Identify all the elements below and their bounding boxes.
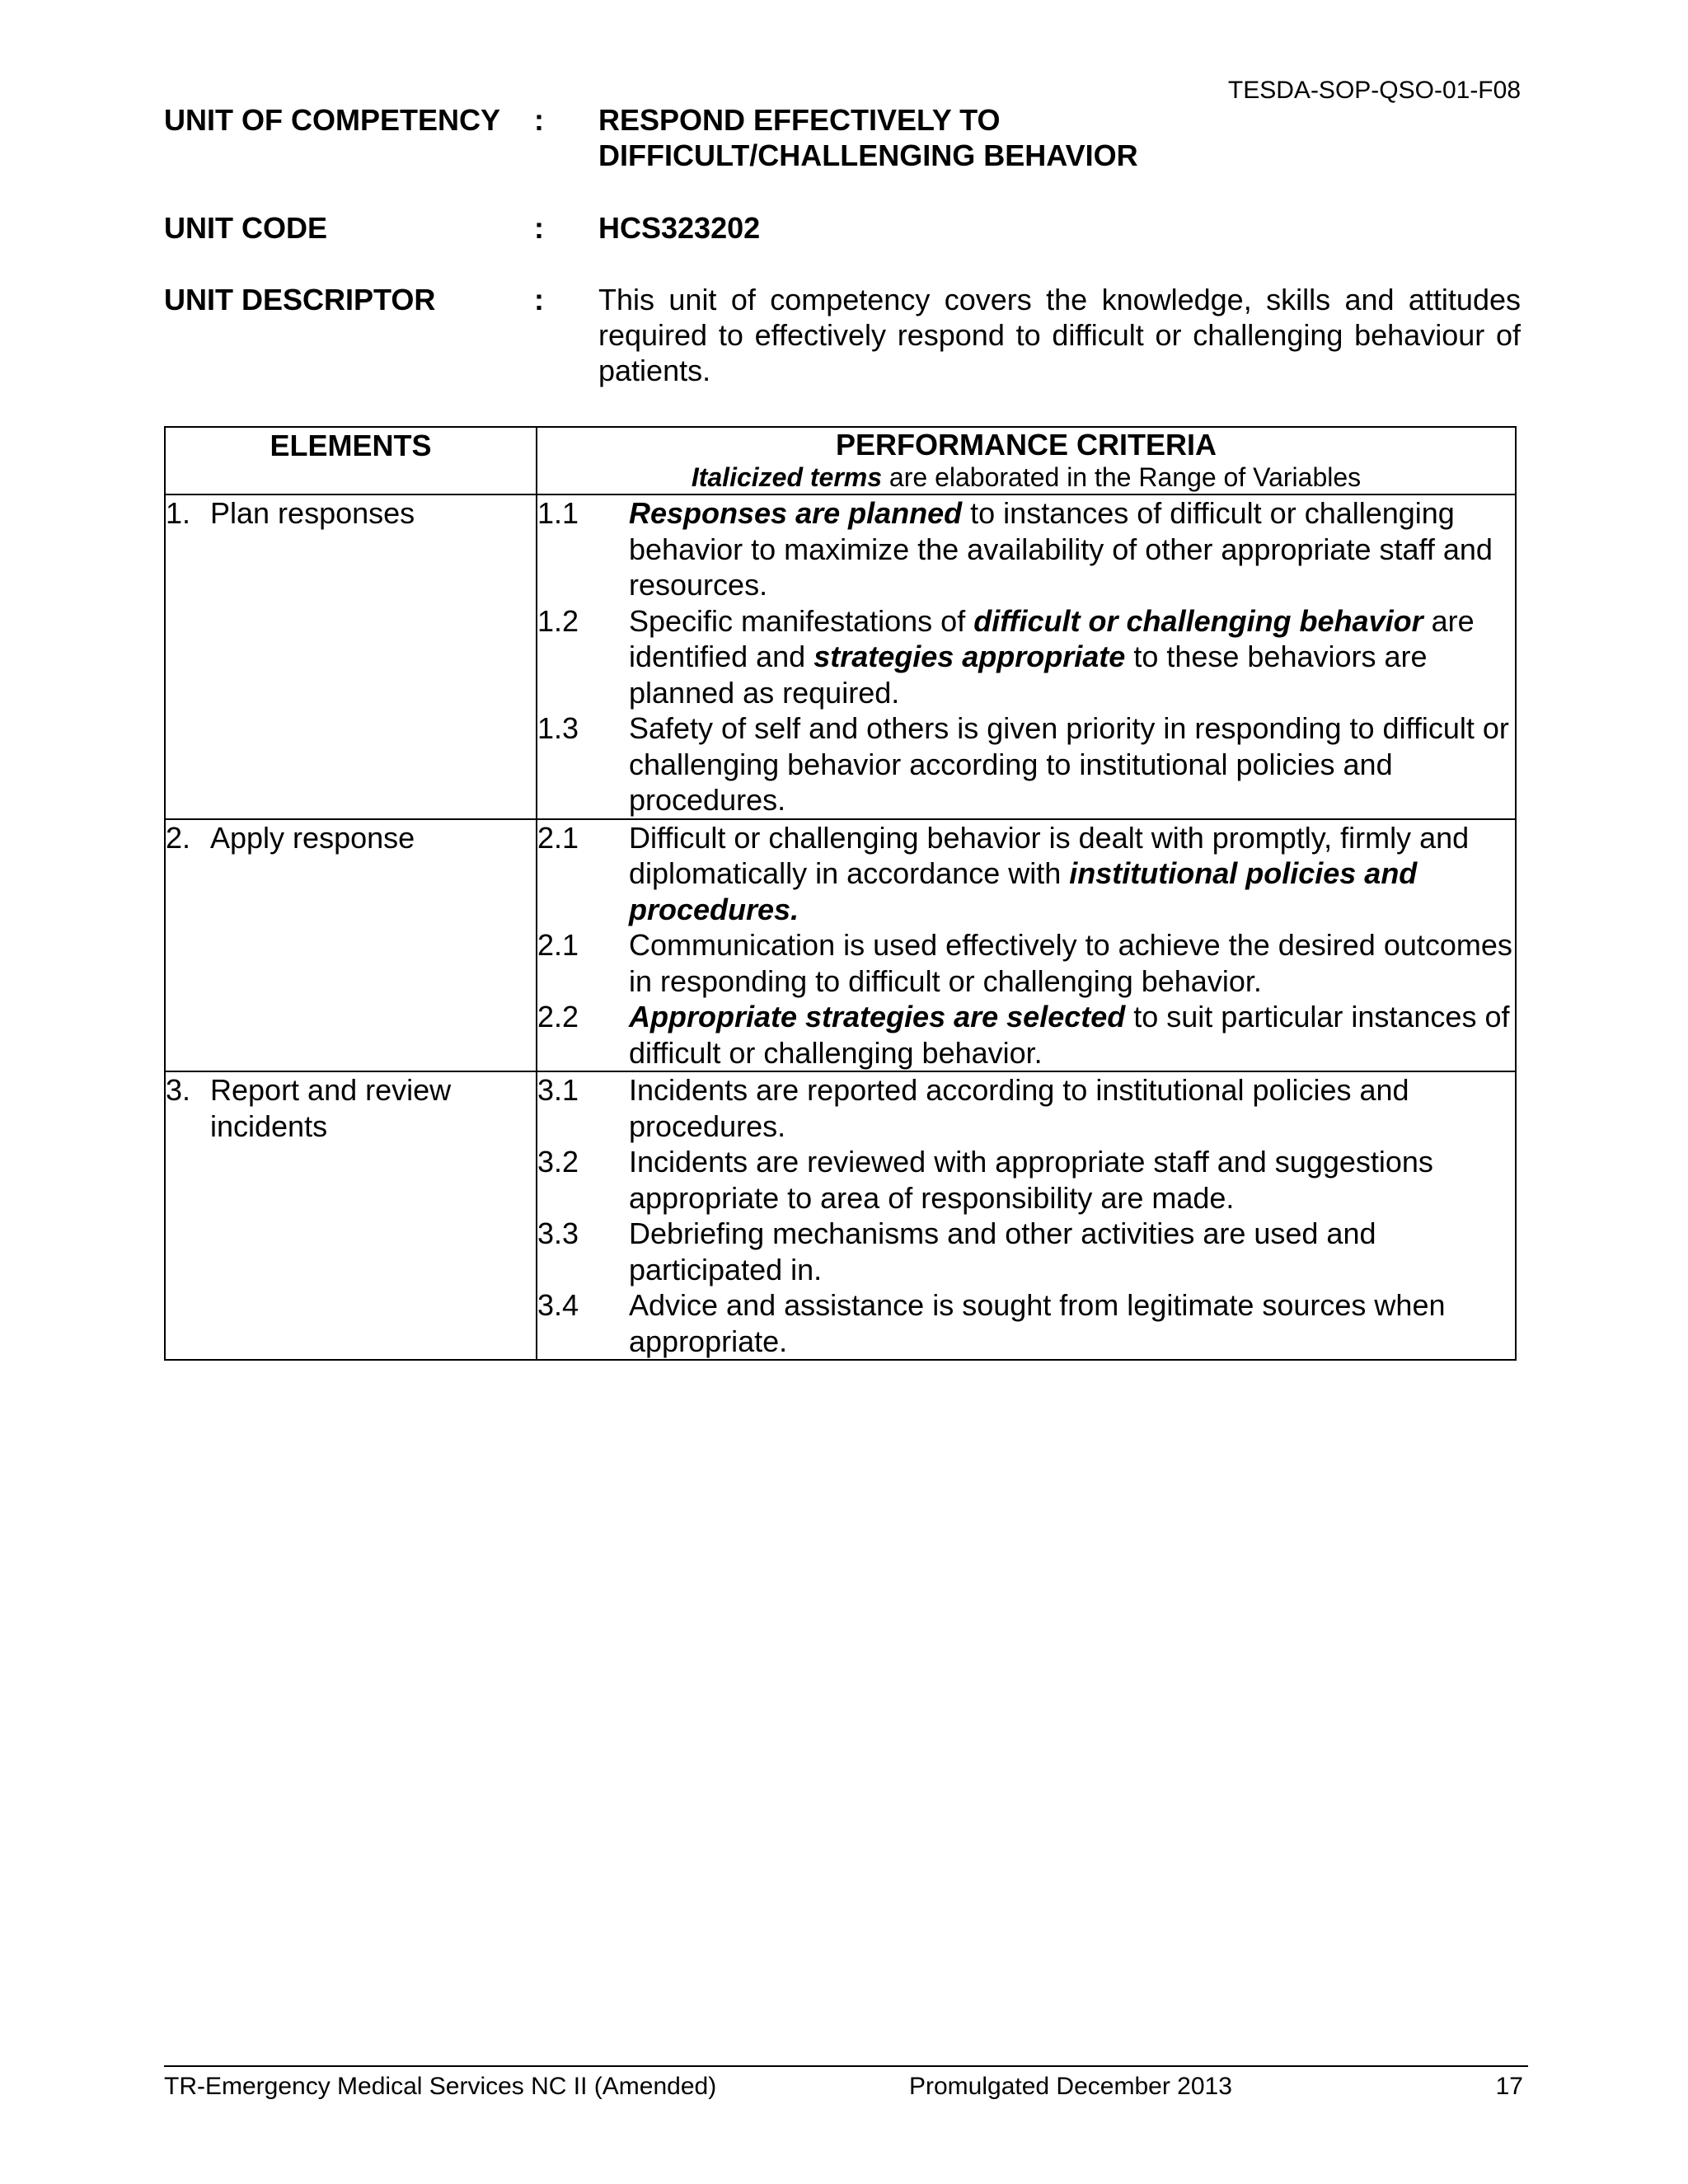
criterion-text	[629, 927, 1515, 999]
criterion-text-part: Safety of self and others is given priority in responding to difficult or challenging behavior according to institutional policies and procedures.	[629, 711, 1509, 817]
criterion-text-part: Incidents are reported according to institutional policies and procedures.	[629, 1073, 1409, 1143]
unit-code-label: UNIT CODE	[164, 211, 327, 245]
element-number: 3.	[166, 1073, 191, 1107]
criteria-cell	[537, 1071, 1516, 1360]
unit-descriptor-row	[164, 282, 1521, 393]
performance-criteria-table	[164, 426, 1517, 1361]
criterion-text-part: Advice and assistance is sought from legitimate sources when appropriate.	[629, 1288, 1446, 1358]
criterion-text-part: Incidents are reviewed with appropriate staff and suggestions appropriate to area of responsibility are made.	[629, 1145, 1433, 1215]
footer-title: TR-Emergency Medical Services NC II (Amended)	[164, 2073, 717, 2100]
element-text: Apply response	[210, 820, 415, 855]
page-number: 17	[1495, 2073, 1523, 2100]
element-text: Report and review incidents	[210, 1073, 452, 1143]
criterion-text-part: are identified and	[629, 603, 1475, 673]
range-term: Appropriate strategies are selected	[629, 1000, 1126, 1033]
criteria-note	[537, 462, 1515, 493]
criterion-item	[537, 999, 1515, 1071]
criterion-item	[537, 1216, 1515, 1287]
criterion-item	[537, 603, 1515, 711]
unit-of-competency-label: UNIT OF COMPETENCY	[164, 103, 501, 137]
criterion-number: 1.3	[537, 711, 579, 745]
unit-descriptor-colon: :	[534, 283, 544, 316]
unit-of-competency-value: RESPOND EFFECTIVELY TO DIFFICULT/CHALLENGING BEHAVIOR	[598, 103, 1138, 172]
range-term: difficult or challenging behavior	[973, 603, 1423, 638]
criterion-item	[537, 710, 1515, 818]
criterion-number: 1.2	[537, 603, 579, 638]
criterion-number: 3.3	[537, 1216, 579, 1250]
criterion-text	[629, 999, 1515, 1071]
criterion-text-part: Debriefing mechanisms and other activities are used and participated in.	[629, 1216, 1376, 1286]
criterion-text-part: to suit particular instances of difficult or challenging behavior.	[629, 1000, 1510, 1070]
criteria-note-rest: are elaborated in the Range of Variables	[882, 462, 1362, 492]
table-row	[165, 819, 1516, 1072]
criterion-item	[537, 927, 1515, 999]
criterion-text	[629, 495, 1515, 603]
table-row	[165, 1071, 1516, 1360]
criterion-item	[537, 495, 1515, 603]
criterion-text	[629, 820, 1515, 928]
unit-code-colon: :	[534, 211, 544, 245]
unit-code-row	[164, 210, 1521, 247]
criterion-text-part: Communication is used effectively to achieve the desired outcomes in responding to difficult or challenging behavior.	[629, 928, 1512, 998]
criterion-text	[629, 1072, 1515, 1144]
criterion-text	[629, 1144, 1515, 1216]
criterion-text	[629, 1287, 1515, 1359]
criterion-number: 1.1	[537, 496, 579, 530]
elements-column-header: ELEMENTS	[165, 427, 537, 494]
element-cell	[165, 819, 537, 1072]
criterion-number: 3.4	[537, 1288, 579, 1322]
element-number: 2.	[166, 820, 191, 855]
criterion-text-part: to these behaviors are planned as required.	[629, 640, 1428, 710]
criterion-text	[629, 710, 1515, 818]
criterion-number: 2.1	[537, 820, 579, 855]
criteria-cell	[537, 819, 1516, 1072]
table-row	[165, 494, 1516, 819]
criterion-text-part: to instances of difficult or challenging behavior to maximize the availability of other appropriate staff and resources.	[629, 496, 1493, 602]
element-cell	[165, 494, 537, 819]
criterion-number: 2.1	[537, 928, 579, 962]
range-term: Responses are planned	[629, 496, 963, 530]
footer-divider	[164, 2065, 1528, 2067]
criterion-text	[629, 603, 1515, 711]
element-cell	[165, 1071, 537, 1360]
criterion-item	[537, 1287, 1515, 1359]
criterion-text	[629, 1216, 1515, 1287]
range-term: strategies appropriate	[814, 640, 1126, 673]
criterion-item	[537, 1072, 1515, 1144]
document-reference: TESDA-SOP-QSO-01-F08	[1227, 77, 1521, 104]
criterion-item	[537, 820, 1515, 928]
table-header-row	[165, 427, 1516, 494]
unit-descriptor-value: This unit of competency covers the knowledge, skills and attitudes required to effectively respond to difficult or challenging behaviour of patients.	[598, 283, 1521, 387]
unit-of-competency-row	[164, 102, 1521, 176]
criterion-number: 3.1	[537, 1073, 579, 1107]
range-term: institutional policies and procedures.	[629, 856, 1418, 926]
criterion-text-part: Specific manifestations of	[629, 603, 974, 638]
criterion-number: 3.2	[537, 1145, 579, 1179]
element-number: 1.	[166, 496, 191, 530]
table-body	[165, 494, 1516, 1360]
criterion-number: 2.2	[537, 1000, 579, 1033]
footer-promulgated: Promulgated December 2013	[909, 2073, 1232, 2100]
criteria-note-italic: Italicized terms	[691, 462, 883, 492]
unit-descriptor-label: UNIT DESCRIPTOR	[164, 283, 436, 316]
criterion-item	[537, 1144, 1515, 1216]
unit-code-value: HCS323202	[598, 211, 761, 245]
criteria-cell	[537, 494, 1516, 819]
criterion-text-part: Difficult or challenging behavior is dealt with promptly, firmly and diplomatically in accordance with	[629, 820, 1470, 890]
unit-of-competency-colon: :	[534, 103, 544, 137]
element-text: Plan responses	[210, 496, 415, 530]
criteria-column-header	[537, 427, 1516, 494]
criteria-column-title: PERFORMANCE CRITERIA	[835, 428, 1217, 462]
